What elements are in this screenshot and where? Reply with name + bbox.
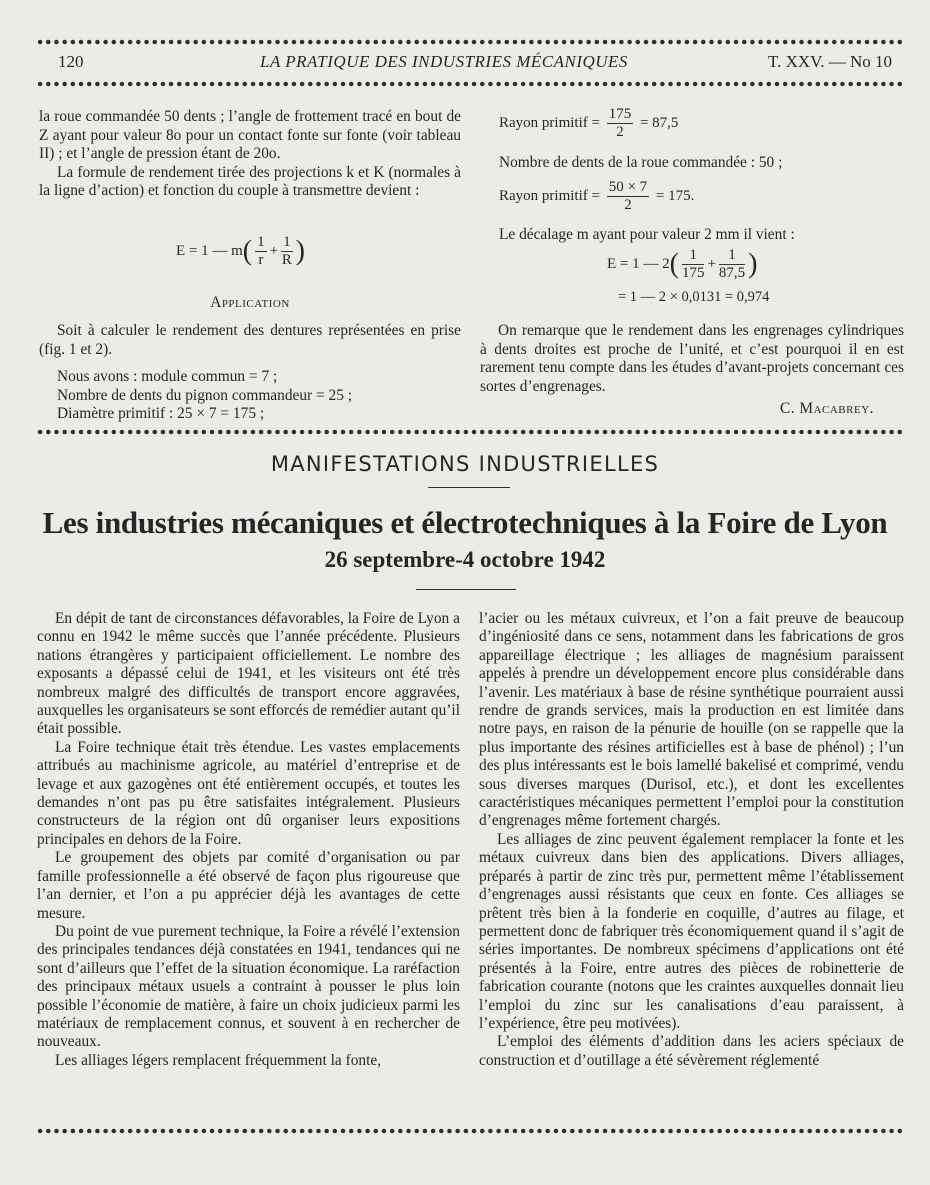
title-rule	[416, 589, 516, 590]
paragraph: On remarque que le rendement dans les engrenages cylindriques à dents droites est proche de l’unité, et c’est pourquoi il en est rarement tenu compte dans les études d’avant-projets concernant ces sortes d’engrenages.	[480, 322, 904, 395]
paragraph: Les alliages de zinc peuvent également remplacer la fonte et les métaux cuivreux dans bien des applications. Divers alliages, préparés à partir de zinc très pur, permettent même l’établissement d’engrenages aussi résistants que ceux en fonte. Ces alliages se prêtent très bien à la fonderie en coquille, d’autres au filage, et permettent donc de fabriquer très économiquement quand il s’agit de séries importantes. De nombreux spécimens d’applications ont été présentés à la Foire, entre autres des pièces de robinetterie de fabrication courante (notons que les craintes auxquelles donnait lieu l’emploi du zinc sur les canalisations d’eau paraissent, à l’expérience, être peu motivées).	[479, 830, 904, 1032]
paragraph: Du point de vue purement technique, la Foire a révélé l’extension des principales tendances déjà constatées en 1941, tendances qui ne sont d’ailleurs que l’effet de la situation économique. La raréfaction des principaux métaux usuels a contraint à pousser le plus loin possible l’économie de matière, à faire un choix judicieux parmi les matériaux de remplacement connus, et souvent à en rechercher de nouveaux.	[37, 922, 460, 1051]
paragraph: La Foire technique était très étendue. Les vastes emplacements attribués au machinisme agricole, au matériel d’entreprise et de levage et aux gazogènes ont été entièrement occupés, et toutes les demandes n’ont pas pu être satisfaites intégralement. Plusieurs constructeurs de la région ont dû organiser leurs expositions principales en dehors de la Foire.	[37, 738, 460, 848]
list-line: Diamètre primitif : 25 × 7 = 175 ;	[57, 405, 265, 422]
paragraph: la roue commandée 50 dents ; l’angle de frottement tracé en bout de Z ayant pour valeur 8o pour un contact fonte sur fonte (voir tableau II) ; et l’angle de pression étant de 20o.	[39, 108, 461, 162]
pitch-radius-equation-1: Rayon primitif = $\frac{175}{2}$ = 87,5	[499, 106, 679, 140]
article-subtitle: 26 septembre-4 octobre 1942	[324, 547, 606, 572]
mid-dotted-rule	[36, 429, 902, 435]
article-left-column	[37, 610, 460, 1070]
offset-line: Le décalage m ayant pour valeur 2 mm il vient :	[499, 226, 795, 243]
paragraph: Soit à calculer le rendement des dentures représentées en prise (fig. 1 et 2).	[39, 322, 461, 358]
paragraph: Le groupement des objets par comité d’organisation ou par famille professionnelle a été observé de façon plus rigoureuse que l’an dernier, et l’on a pu apprécier déjà les avantages de cette mesure.	[37, 849, 460, 922]
header-dotted-rule	[36, 81, 902, 87]
pitch-radius-equation-2: Rayon primitif = $\frac{50 \times 7}{2}$ = 175.	[499, 179, 695, 213]
paragraph: La formule de rendement tirée des projections k et K (normales à la ligne d’action) et fonction du couple à transmettre devient :	[39, 163, 461, 199]
top-dotted-rule	[36, 39, 902, 45]
list-line: Nombre de dents du pignon commandeur = 25 ;	[57, 386, 353, 404]
volume-number: T. XXV. — No 10	[767, 52, 892, 71]
paragraph: En dépit de tant de circonstances défavorables, la Foire de Lyon a connu en 1942 le même succès que l’année précédente. Plusieurs nations étrangères y participaient officiellement. Le nombre des exposants a dépassé celui de 1941, et les visiteurs ont été très nombreux malgré des difficultés de transport encore aggravées, auxquelles les organisateurs se sont efforcés de remédier autant qu’il était possible.	[37, 610, 460, 738]
application-heading: Application	[210, 294, 290, 311]
teeth-line: Nombre de dents de la roue commandée : 50 ;	[499, 154, 783, 171]
paragraph: L’emploi des éléments d’addition dans les aciers spéciaux de construction et d’outillage a été sévèrement réglementé	[479, 1033, 904, 1069]
top-right-conclusion	[480, 322, 904, 396]
heading-rule	[428, 487, 510, 488]
paragraph: l’acier ou les métaux cuivreux, et l’on a fait preuve de beaucoup d’ingéniosité dans ce sens, notamment dans les fabrications de gros appareillage électrique ; les alliages de magnésium paraissent appelés à prendre un développement encore plus considérable dans l’avenir. Les matériaux à base de résine synthétique pourraient aussi rendre de grands services, mais la production en est limitée dans notre pays, en raison de la pénurie de houille (on se rappelle que la plus importante des résines artificielles est à base de phénol) ; l’un des plus intéressants est le bois lamellé bakelisé et comprimé, vendu sous diverses marques (Durisol, etc.), et dont les excellentes caractéristiques mécaniques permettent l’emploi pour la constitution d’engrenages même fortement chargés.	[479, 610, 904, 830]
top-left-column	[39, 108, 461, 201]
article-title: Les industries mécaniques et électrotechniques à la Foire de Lyon	[42, 505, 888, 540]
journal-title: LA PRATIQUE DES INDUSTRIES MÉCANIQUES	[260, 52, 628, 71]
efficiency-result: = 1 — 2 × 0,0131 = 0,974	[618, 289, 770, 305]
top-left-column-lower	[39, 322, 461, 424]
section-heading: MANIFESTATIONS INDUSTRIELLES	[270, 452, 660, 476]
efficiency-formula: E = 1 — m( $\frac{1}{r}$ + $\frac{1}{R}$ )	[176, 234, 305, 268]
page-number: 120	[58, 52, 84, 71]
list-line: Nous avons : module commun = 7 ;	[57, 368, 278, 385]
paragraph: Les alliages légers remplacent fréquemment la fonte,	[55, 1051, 382, 1069]
efficiency-formula-2: E = 1 — 2( $\frac{1}{175}$ + $\frac{1}{87,5}$ )	[607, 247, 758, 281]
article-right-column	[479, 610, 904, 1070]
bottom-dotted-rule	[36, 1128, 902, 1134]
author-signature: C. Macabrey.	[779, 400, 874, 417]
running-head	[40, 50, 902, 74]
